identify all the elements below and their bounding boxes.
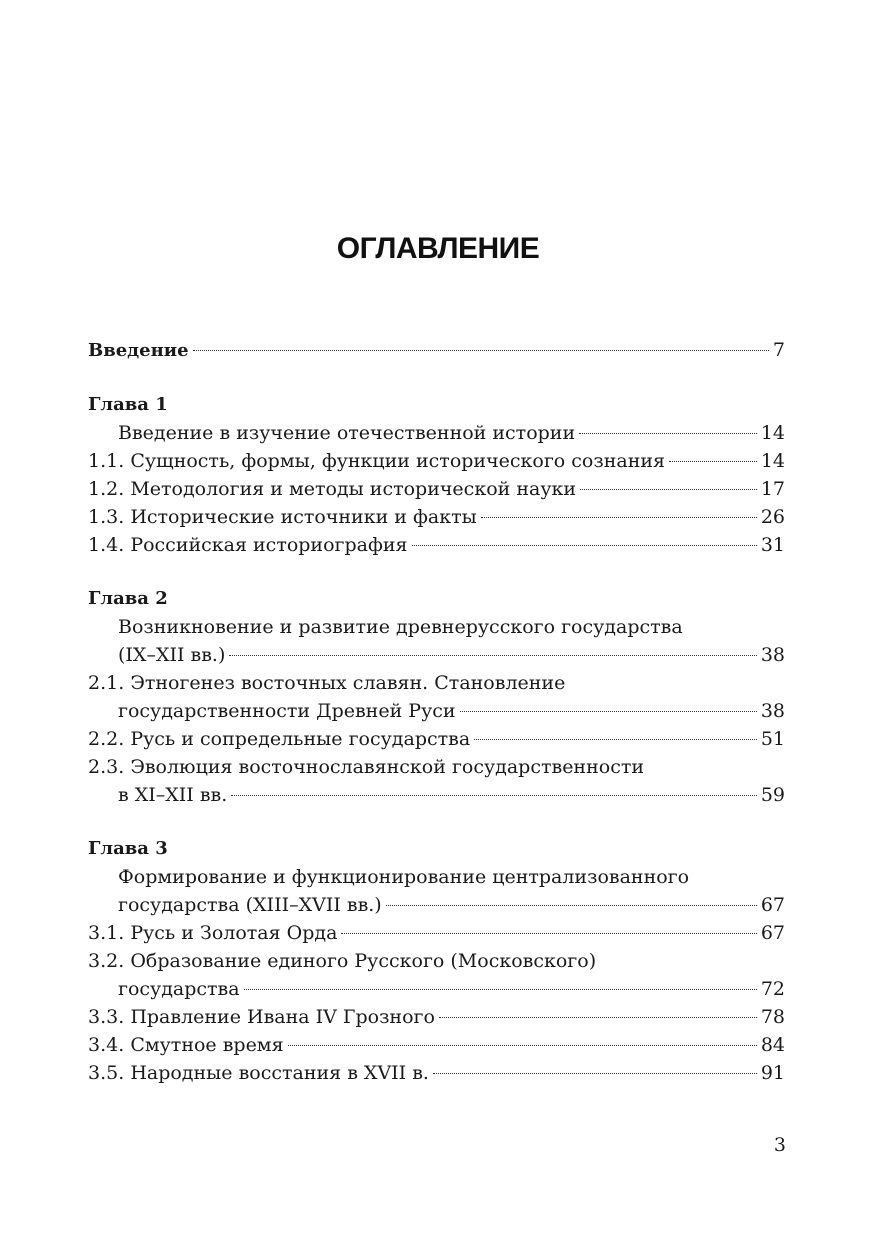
chapter-heading: Глава 3 [88,838,168,859]
leader-dots [231,795,757,796]
toc-entry-chapter-intro[interactable] [88,863,785,919]
leader-dots [386,905,757,906]
section-number: 2.2. [88,728,125,750]
toc-entry-label-line1: Этногенез восточных славян. Становление [130,672,566,694]
toc-entry-label-line2: государственности Древней Руси [118,700,456,722]
toc-entry-label: Народные восстания в XVII в. [130,1062,429,1084]
toc-page-number: 26 [760,506,785,528]
toc-page-number: 31 [760,534,785,556]
toc-entry-label: Методология и методы исторической науки [130,478,577,500]
toc-entry-label-line2: государства [118,978,240,1000]
toc-page-number: 38 [760,644,785,666]
toc-entry[interactable] [88,947,785,1003]
toc-entry-label-line2: в XI–XII вв. [118,784,228,806]
leader-dots [580,489,757,490]
page-number: 3 [773,1134,786,1156]
toc-entry-label: Исторические источники и факты [130,506,477,528]
toc-entry-label: Российская историография [130,534,408,556]
toc-entry-label-line2: государства (XIII–XVII вв.) [118,894,382,916]
toc-entry[interactable] [88,725,785,753]
section-number: 1.2. [88,478,125,500]
toc-entry-label-line1: Формирование и функционирование централизованного [118,866,690,888]
toc-entry-label: Русь и Золотая Орда [130,922,338,944]
chapter-heading: Глава 2 [88,588,168,609]
toc-page-number: 84 [760,1034,785,1056]
toc-entry-label-line2: (IX–XII вв.) [118,644,226,666]
section-number: 3.2. [88,950,125,972]
toc-page-number: 14 [760,450,785,472]
toc-entry[interactable] [88,669,785,725]
toc-page-number: 38 [760,700,785,722]
section-number: 1.4. [88,534,125,556]
section-number: 2.1. [88,672,125,694]
toc-entry[interactable] [88,531,785,559]
page-title: ОГЛАВЛЕНИЕ [336,232,540,265]
toc-page-number: 7 [772,339,785,361]
toc-entry-label-line1: Образование единого Русского (Московского) [130,950,597,972]
toc-entry-label: Введение в изучение отечественной истории [118,422,576,444]
leader-dots [229,655,756,656]
toc-entry[interactable] [88,503,785,531]
section-number: 1.3. [88,506,125,528]
toc-page-number: 51 [760,728,785,750]
toc-entry[interactable] [88,1059,785,1087]
toc-entry-label: Сущность, формы, функции исторического сознания [130,450,666,472]
section-number: 1.1. [88,450,125,472]
toc-page-number: 17 [760,478,785,500]
leader-dots [460,711,757,712]
leader-dots [193,350,769,351]
leader-dots [433,1073,757,1074]
leader-dots [579,433,757,434]
toc-entry-chapter-intro[interactable] [88,613,785,669]
toc-page-number: 59 [760,784,785,806]
toc-entry-label: Смутное время [130,1034,284,1056]
toc-entry[interactable] [88,447,785,475]
section-number: 2.3. [88,756,125,778]
toc-entry[interactable] [88,1003,785,1031]
toc-entry[interactable] [88,1031,785,1059]
chapter-heading: Глава 1 [88,394,168,415]
section-number: 3.1. [88,922,125,944]
leader-dots [481,517,757,518]
leader-dots [412,545,757,546]
toc-page-number: 14 [760,422,785,444]
toc-entry[interactable] [88,753,785,809]
leader-dots [669,461,757,462]
leader-dots [439,1017,757,1018]
toc-entry-label: Русь и сопредельные государства [130,728,471,750]
toc-entry-label: Правление Ивана IV Грозного [130,1006,435,1028]
toc-entry-label-line1: Возникновение и развитие древнерусского государства [118,616,683,638]
toc-entry-label: Введение [88,340,189,361]
leader-dots [474,739,757,740]
section-number: 3.5. [88,1062,125,1084]
toc-page-number: 67 [760,922,785,944]
section-number: 3.4. [88,1034,125,1056]
leader-dots [244,989,757,990]
section-number: 3.3. [88,1006,125,1028]
toc-entry[interactable] [88,475,785,503]
leader-dots [288,1045,757,1046]
toc-page-number: 78 [760,1006,785,1028]
toc-entry-label-line1: Эволюция восточнославянской государственности [130,756,645,778]
toc-page-number: 67 [760,894,785,916]
toc-entry[interactable] [88,919,785,947]
toc-page-number: 72 [760,978,785,1000]
toc-entry-intro[interactable] [88,336,785,365]
toc-entry-chapter-intro[interactable] [88,419,785,447]
toc-page-number: 91 [760,1062,785,1084]
table-of-contents [88,336,785,1087]
leader-dots [341,933,756,934]
